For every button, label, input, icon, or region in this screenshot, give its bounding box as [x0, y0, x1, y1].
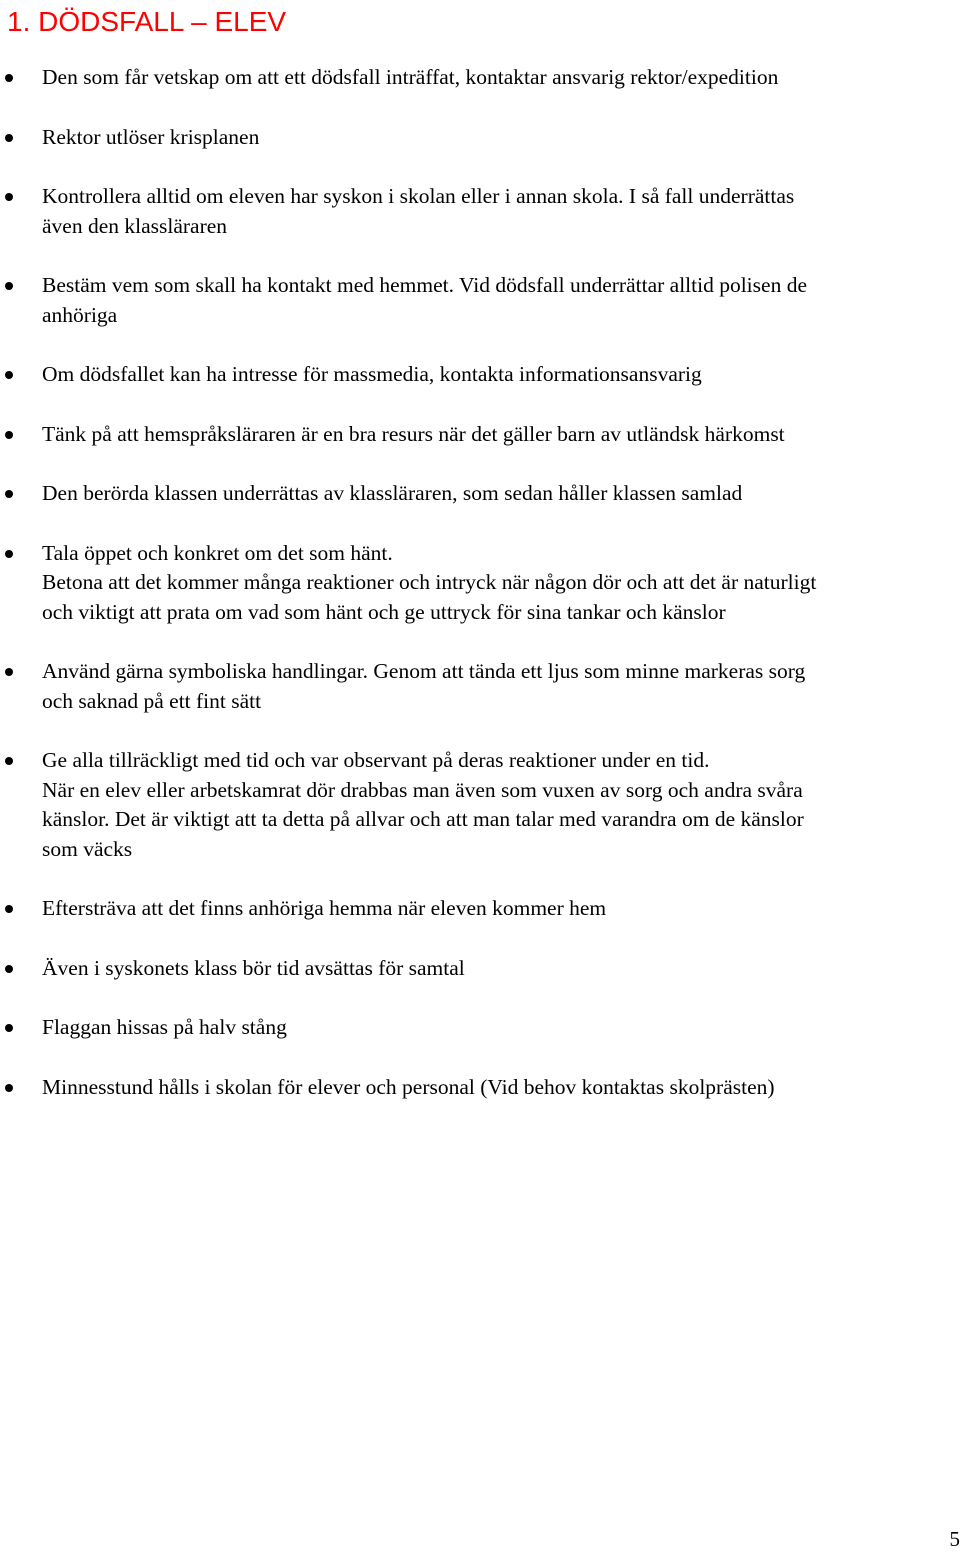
list-item	[0, 420, 960, 450]
list-item-text: Tala öppet och konkret om det som hänt.	[42, 539, 956, 569]
bullet-icon	[5, 965, 13, 973]
list-item-text: Tänk på att hemspråksläraren är en bra resurs när det gäller barn av utländsk härkomst	[42, 420, 956, 450]
bullet-icon	[5, 1084, 13, 1092]
bullet-icon	[5, 550, 13, 558]
bullet-icon	[5, 282, 13, 290]
bullet-icon	[5, 668, 13, 676]
bullet-icon	[5, 490, 13, 498]
list-item-text: som väcks	[42, 835, 956, 865]
list-item	[0, 746, 960, 864]
list-item	[0, 360, 960, 390]
list-item-text: Bestäm vem som skall ha kontakt med hemmet. Vid dödsfall underrättar alltid polisen de	[42, 271, 956, 301]
list-item-text: Betona att det kommer många reaktioner och intryck när någon dör och att det är naturligt	[42, 568, 956, 598]
list-item-text: Använd gärna symboliska handlingar. Genom att tända ett ljus som minne markeras sorg	[42, 657, 956, 687]
list-item	[0, 657, 960, 716]
bullet-icon	[5, 134, 13, 142]
list-item	[0, 479, 960, 509]
list-item-text: och saknad på ett fint sätt	[42, 687, 956, 717]
list-item-text: Rektor utlöser krisplanen	[42, 123, 956, 153]
list-item-text: Eftersträva att det finns anhöriga hemma när eleven kommer hem	[42, 894, 956, 924]
list-item	[0, 63, 960, 93]
list-item-text: och viktigt att prata om vad som hänt och ge uttryck för sina tankar och känslor	[42, 598, 956, 628]
page-heading: 1. DÖDSFALL – ELEV	[7, 2, 286, 42]
list-item	[0, 1013, 960, 1043]
list-item-text: Ge alla tillräckligt med tid och var observant på deras reaktioner under en tid.	[42, 746, 956, 776]
bullet-icon	[5, 371, 13, 379]
list-item	[0, 123, 960, 153]
list-item	[0, 182, 960, 241]
list-item-text: Flaggan hissas på halv stång	[42, 1013, 956, 1043]
list-item-text: Den berörda klassen underrättas av klassläraren, som sedan håller klassen samlad	[42, 479, 956, 509]
page-number: 5	[950, 1526, 960, 1552]
bullet-icon	[5, 1024, 13, 1032]
list-item	[0, 539, 960, 628]
list-item-text: Även i syskonets klass bör tid avsättas för samtal	[42, 954, 956, 984]
bullet-icon	[5, 74, 13, 82]
bullet-icon	[5, 757, 13, 765]
list-item-text: Kontrollera alltid om eleven har syskon i skolan eller i annan skola. I så fall underrättas	[42, 182, 956, 212]
bullet-icon	[5, 431, 13, 439]
list-item	[0, 894, 960, 924]
bullet-icon	[5, 905, 13, 913]
bullet-icon	[5, 193, 13, 201]
list-item-text: även den klassläraren	[42, 212, 956, 242]
list-item-text: När en elev eller arbetskamrat dör drabbas man även som vuxen av sorg och andra svåra	[42, 776, 956, 806]
list-item-text: känslor. Det är viktigt att ta detta på allvar och att man talar med varandra om de känslor	[42, 805, 956, 835]
list-item-text: Om dödsfallet kan ha intresse för massmedia, kontakta informationsansvarig	[42, 360, 956, 390]
bullet-list	[0, 63, 960, 1132]
list-item	[0, 1073, 960, 1103]
list-item-text: Den som får vetskap om att ett dödsfall inträffat, kontaktar ansvarig rektor/expedition	[42, 63, 956, 93]
list-item-text: anhöriga	[42, 301, 956, 331]
list-item	[0, 271, 960, 330]
list-item-text: Minnesstund hålls i skolan för elever och personal (Vid behov kontaktas skolprästen)	[42, 1073, 956, 1103]
list-item	[0, 954, 960, 984]
